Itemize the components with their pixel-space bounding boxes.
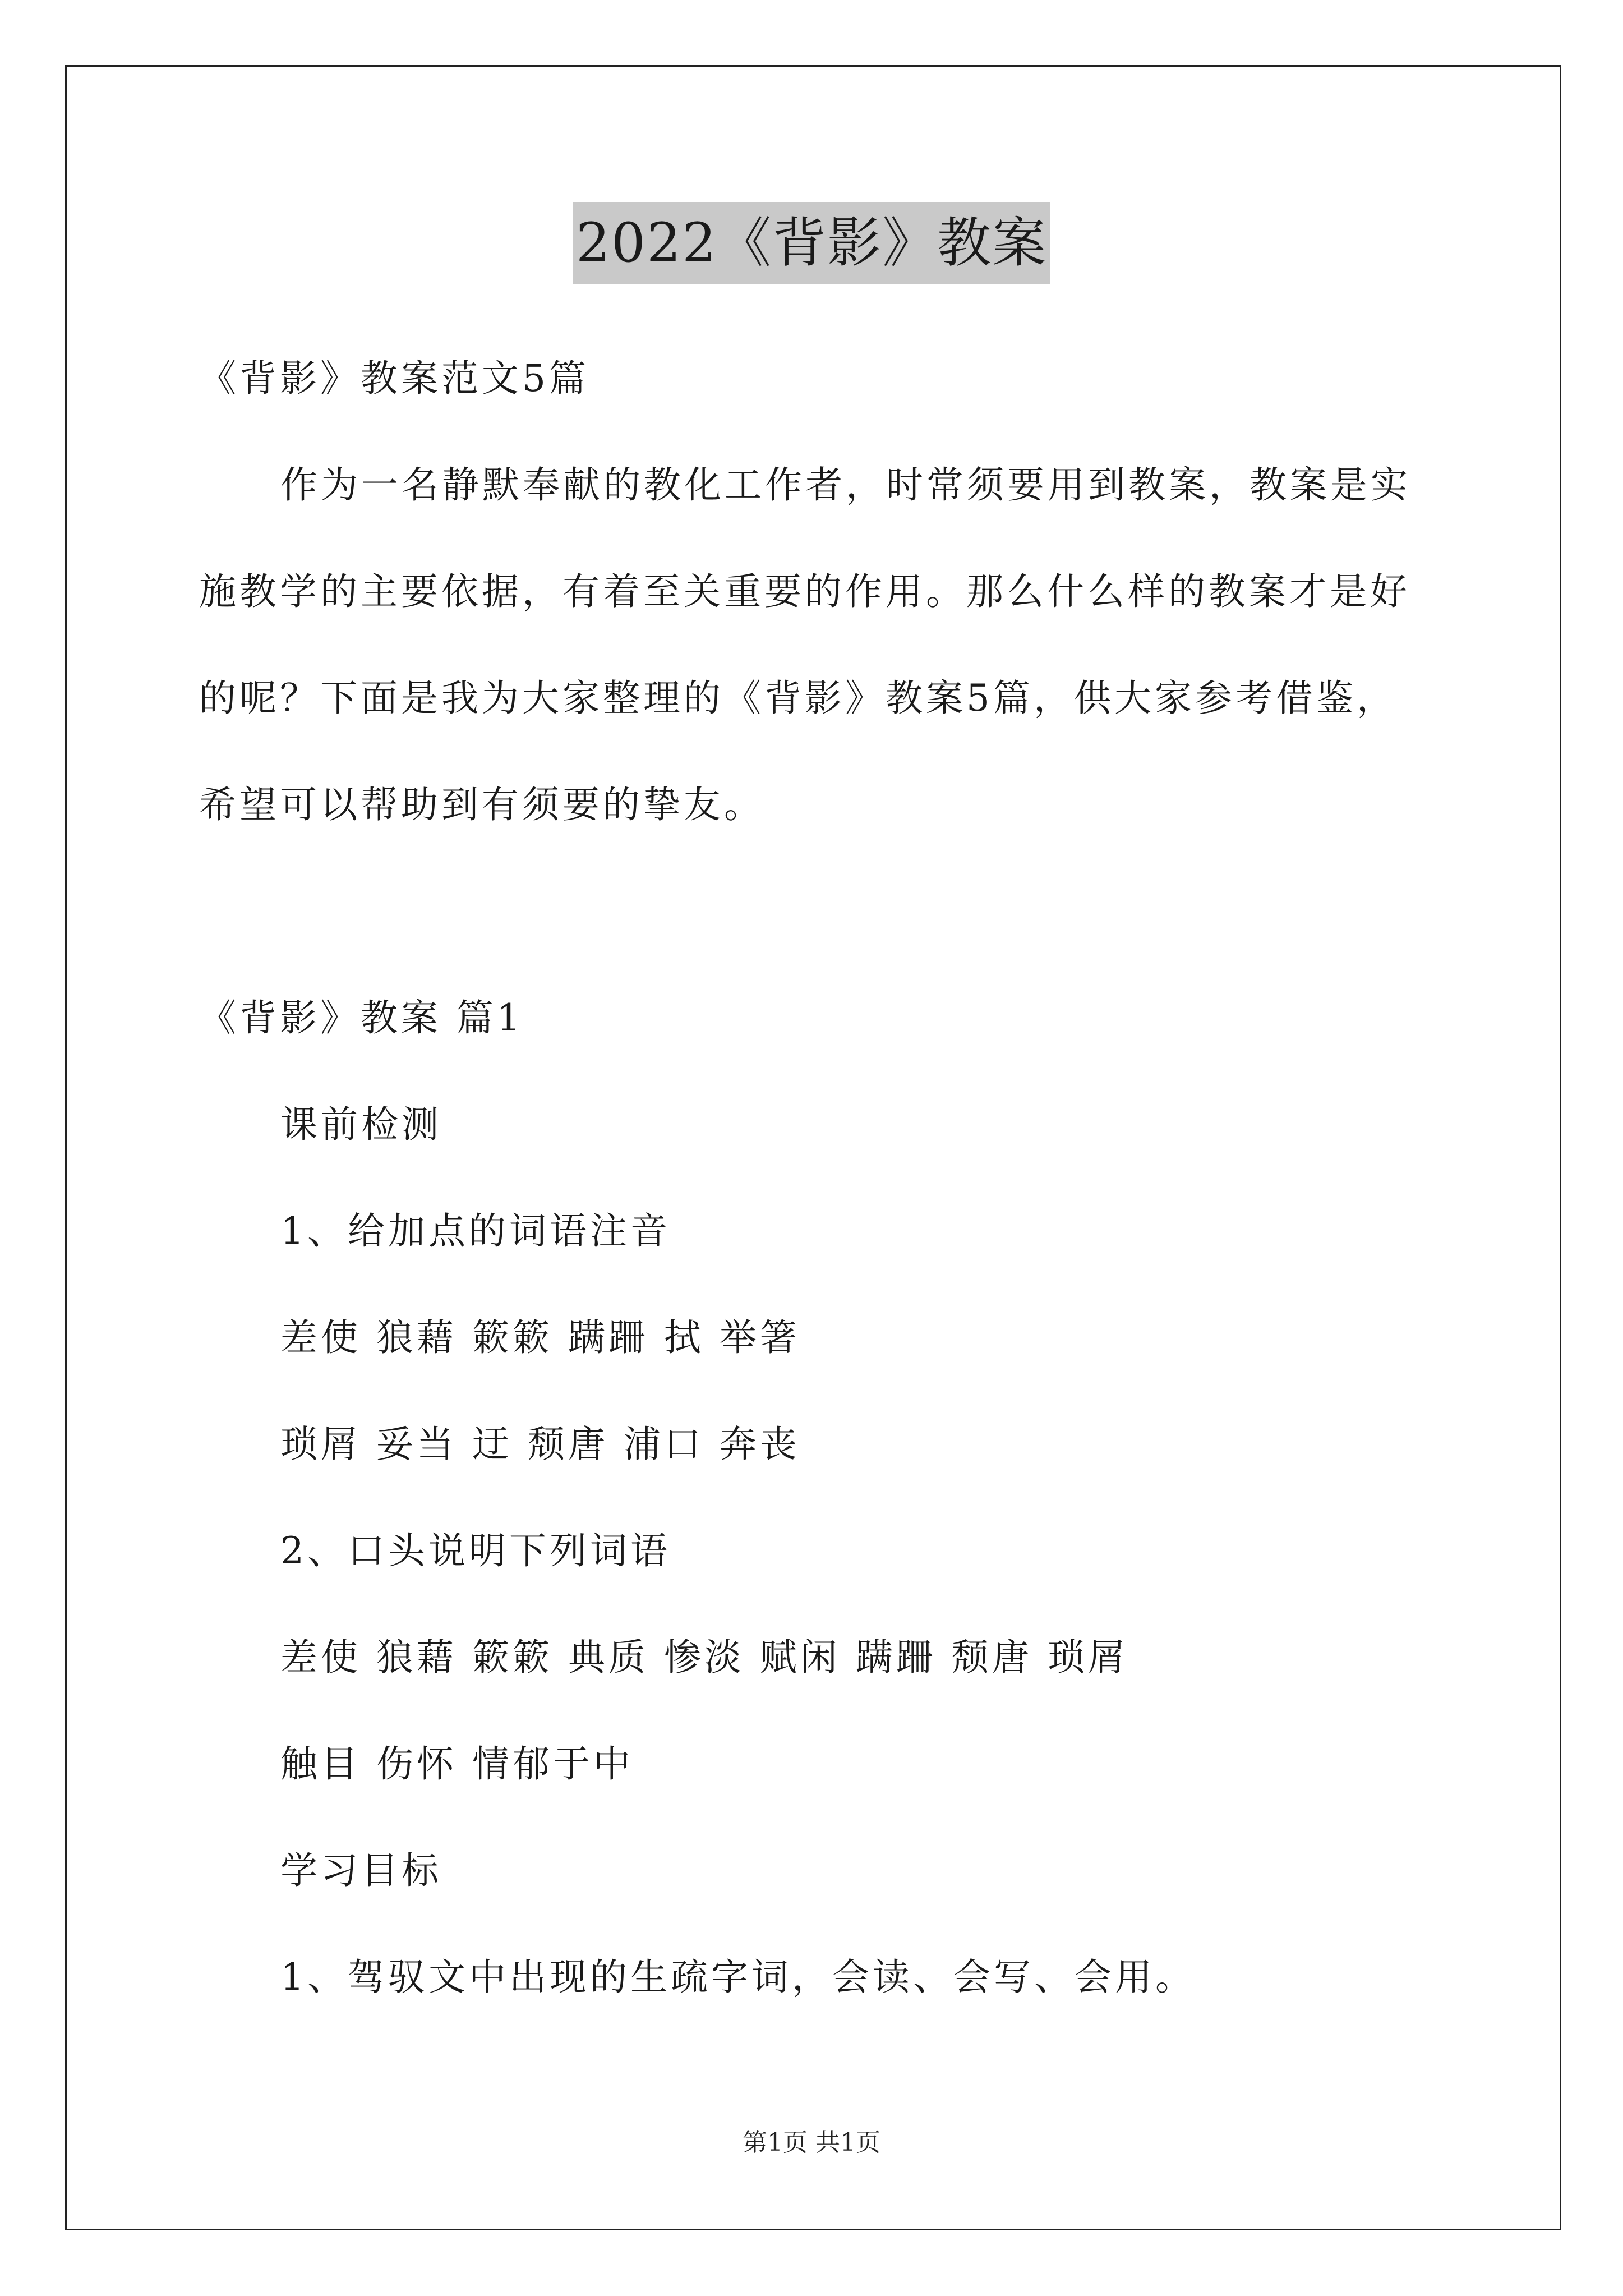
body-line-2: 1、给加点的词语注音 <box>280 1209 671 1253</box>
body-line-9: 1、驾驭文中出现的生疏字词，会读、会写、会用。 <box>280 1955 1196 1999</box>
body-line-1: 课前检测 <box>280 1103 442 1146</box>
body-line-8: 学习目标 <box>280 1849 442 1892</box>
body-line-6: 差使 狼藉 簌簌 典质 惨淡 赋闲 蹒跚 颓唐 琐屑 <box>280 1636 1128 1679</box>
body-line-3: 差使 狼藉 簌簌 蹒跚 拭 举箸 <box>280 1316 800 1359</box>
page-footer: 第1页 共1页 <box>743 2128 880 2157</box>
intro-line-4: 希望可以帮助到有须要的挚友。 <box>199 783 764 826</box>
section-heading: 《背影》教案 篇1 <box>199 996 524 1039</box>
body-line-5: 2、口头说明下列词语 <box>280 1529 671 1572</box>
intro-line-3: 的呢？下面是我为大家整理的《背影》教案5篇，供大家参考借鉴， <box>199 677 1397 720</box>
body-line-7: 触目 伤怀 情郁于中 <box>280 1742 634 1786</box>
title-container <box>0 202 1623 284</box>
intro-line-1: 作为一名静默奉献的教化工作者，时常须要用到教案，教案是实 <box>280 463 1411 507</box>
body-line-4: 琐屑 妥当 迂 颓唐 浦口 奔丧 <box>280 1423 800 1466</box>
intro-line-2: 施教学的主要依据，有着至关重要的作用。那么什么样的教案才是好 <box>199 570 1410 613</box>
document-title: 2022《背影》教案 <box>573 202 1050 284</box>
subtitle: 《背影》教案范文5篇 <box>199 357 589 400</box>
